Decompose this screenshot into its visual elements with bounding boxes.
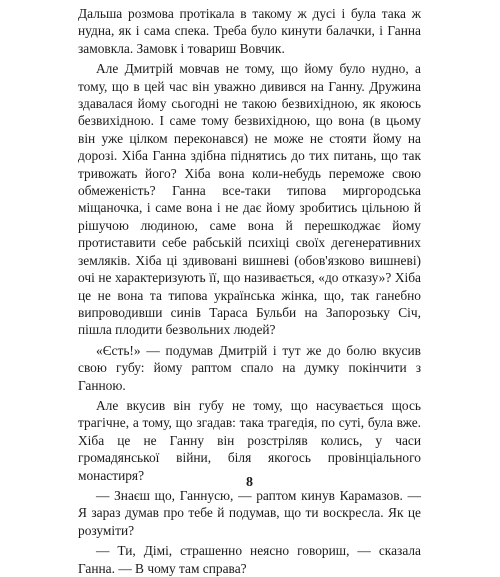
book-page xyxy=(78,5,421,576)
paragraph-4: Але вкусив він губу не тому, що насувається щось трагічне, а тому, що згадав: така трагедія, по суті, була вже. Хіба це не Ганну він розстріляв колись, у часи громадянської війни, біля якогось провінціального монастиря? xyxy=(78,397,421,483)
body-text xyxy=(78,5,421,577)
page-number: 8 xyxy=(246,475,253,490)
paragraph-5: — Знаєш що, Ганнусю, — раптом кинув Карамазов. — Я зараз думав про тебе й подумав, що ти воскресла. Як це розуміти? xyxy=(78,487,421,538)
paragraph-6: — Ти, Дімі, страшенно неясно говориш, — сказала Ганна. — В чому там справа? xyxy=(78,543,421,576)
paragraph-2: Але Дмитрій мовчав не тому, що йому було нудно, а тому, що в цей час він уважно дивився на Ганну. Дружина здавалася йому сьогодні не такою безвихідною, як якоюсь безвихідною. І саме тому безвихідною, що вона (в цьому він уже цілком переконався) не може не стояти йому на дорозі. Хіба Ганна здібна піднятись до тих питань, що так тривожать його? Хіба вона коли-небудь переможе свою обмеженість? Ганна все-таки типова миргородська міщаночка, і саме вона і не дає йому зробитись цільною й рішучою людиною, саме вона й перешкоджає йому протиставити себе рабській психіці своїх дегенеративних земляків. Хіба ці здивовані вишневі (обов'язково вишневі) очі не характеризують її, що називається, «до отказу»? Хіба це не вона та типова українська жінка, що, так ганебно випроводивши синів Тараса Бульби на Запорозьку Січ, пішла плодити безвольних людей? xyxy=(78,61,421,338)
paragraph-1: Дальша розмова протікала в такому ж дусі і була така ж нудна, як і сама спека. Треба було кинути балачки, і Ганна замовкла. Замовк і товариш Вовчик. xyxy=(78,6,421,56)
paragraph-3: «Єсть!» — подумав Дмитрій і тут же до болю вкусив свою губу: йому раптом спало на думку покінчити з Ганною. xyxy=(78,342,421,393)
